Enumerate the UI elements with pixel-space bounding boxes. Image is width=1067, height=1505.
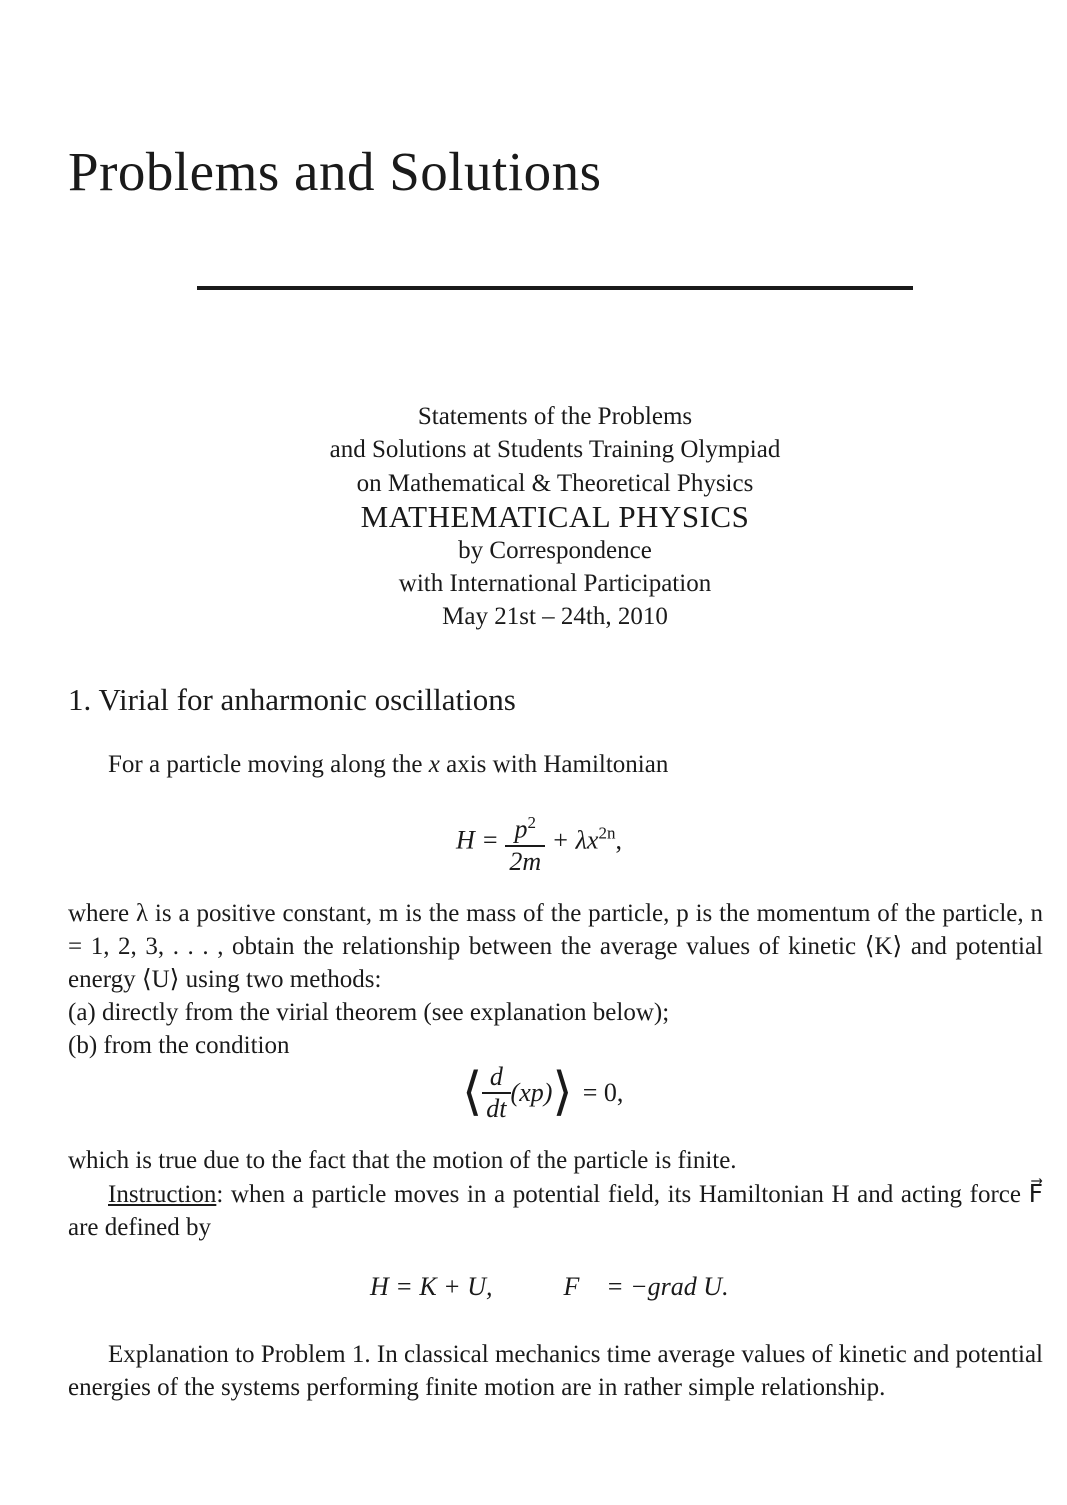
energy-force-equations: H = K + U, F⃗ = −grad U.	[370, 1272, 729, 1301]
subtitle-line-4: MATHEMATICAL PHYSICS	[360, 498, 750, 534]
instruction-paragraph: Instruction: when a particle moves in a potential field, its Hamiltonian H and acting force F⃗ are defined by	[68, 1181, 1043, 1241]
problem-statement: where λ is a positive constant, m is the mass of the particle, p is the momentum of the particle, n = 1, 2, 3, . . . , obtain the relationship between the average values of kinetic ⟨K⟩ and potential energy ⟨U⟩ using two methods:	[68, 900, 1043, 993]
subtitle-line-6: with International Participation	[398, 570, 712, 598]
instruction-label: Instruction	[108, 1181, 217, 1208]
subtitle-line-2: and Solutions at Students Training Olympiad	[329, 436, 781, 464]
method-b: (b) from the condition	[68, 1032, 290, 1059]
subtitle-line-7: May 21st – 24th, 2010	[442, 603, 668, 631]
problem-intro: For a particle moving along the x axis with Hamiltonian	[108, 751, 669, 778]
finite-motion-text: which is true due to the fact that the motion of the particle is finite.	[68, 1147, 737, 1174]
section-heading: 1. Virial for anharmonic oscillations	[68, 682, 516, 717]
derivative-fraction: $\frac{d}{dt}$	[482, 1062, 510, 1124]
subtitle-line-3: on Mathematical & Theoretical Physics	[356, 469, 754, 497]
method-a: (a) directly from the virial theorem (see explanation below);	[68, 999, 670, 1026]
kinetic-fraction: $\frac{p^2}{2m}$	[505, 808, 545, 877]
olympiad-subtitle	[0, 400, 1067, 634]
explanation-paragraph: Explanation to Problem 1. In classical mechanics time average values of kinetic and potential energies of the systems performing finite motion are in rather simple relationship.	[68, 1341, 1043, 1401]
condition-equation: ⟨ $\frac{d}{dt}$ (xp) ⟩ = 0,	[462, 1062, 624, 1123]
hamiltonian-equation: H = $\frac{p^2}{2m}$ + $\lambda x^{2n}$,	[456, 808, 622, 877]
subtitle-line-1: Statements of the Problems	[417, 403, 693, 430]
title-divider	[197, 286, 913, 290]
subtitle-line-5: by Correspondence	[458, 536, 652, 564]
page-title: Problems and Solutions	[68, 141, 602, 202]
